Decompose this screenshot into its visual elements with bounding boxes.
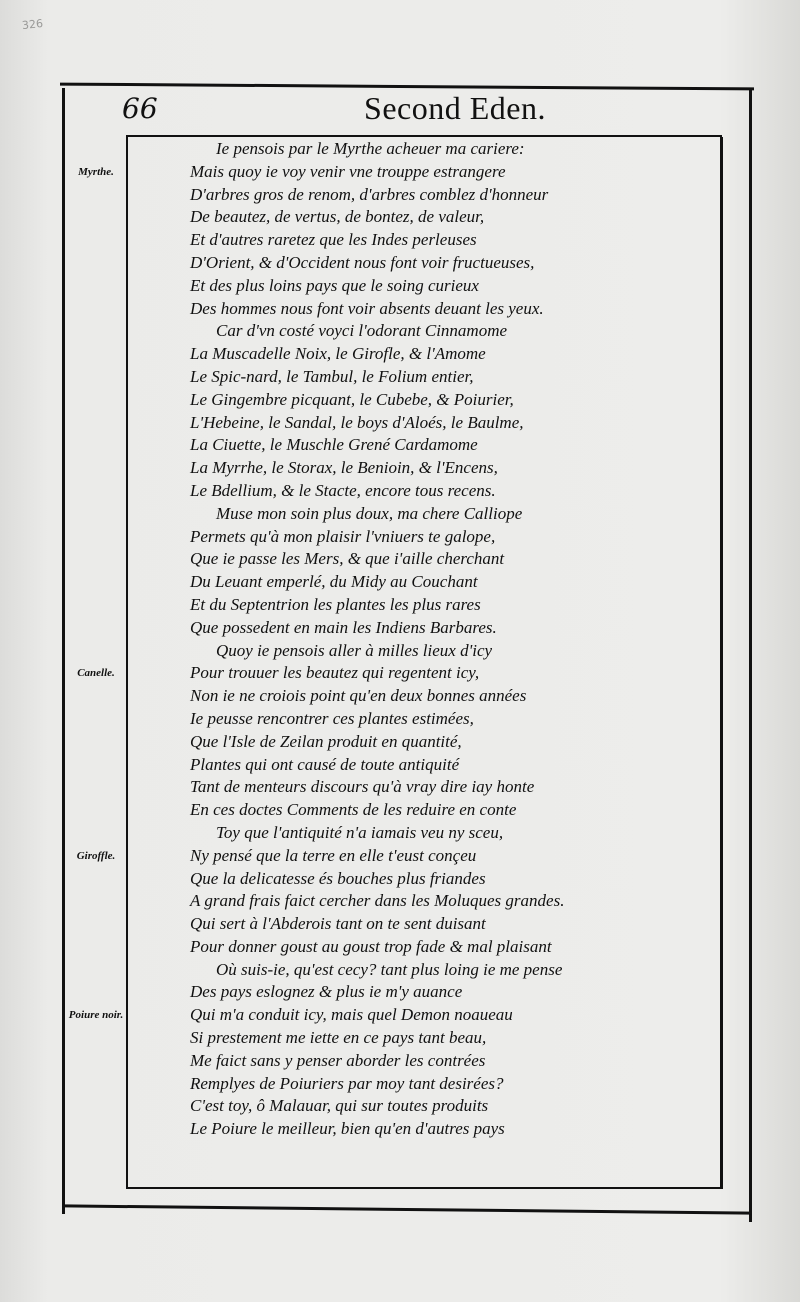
verse-line: Pour donner goust au goust trop fade & mal plaisant xyxy=(190,936,552,956)
verse-line: Ie pensois par le Myrthe acheuer ma cariere: xyxy=(216,139,525,158)
verse-line: Muse mon soin plus doux, ma chere Calliope xyxy=(216,503,523,523)
verse-line: Que possedent en main les Indiens Barbares. xyxy=(190,617,497,637)
verse-line: Qui sert à l'Abderois tant on te sent duisant xyxy=(190,914,486,934)
verse-line: Remplyes de Poiuriers par moy tant desirées? xyxy=(190,1073,504,1093)
verse-line: Le Gingembre picquant, le Cubebe, & Poiurier, xyxy=(190,389,514,409)
verse-line: Car d'vn costé voyci l'odorant Cinnamome xyxy=(216,321,508,341)
verse-line: Le Spic-nard, le Tambul, le Folium entier, xyxy=(190,366,474,386)
verse-line: D'Orient, & d'Occident nous font voir fructueuses, xyxy=(190,252,535,272)
text-box-rule-bottom xyxy=(126,1187,723,1189)
frame-rule-right xyxy=(749,90,752,1222)
verse-line: Toy que l'antiquité n'a iamais veu ny sceu, xyxy=(216,822,504,842)
verse-line: Ie peusse rencontrer ces plantes estimées, xyxy=(190,708,474,728)
verse-line: La Ciuette, le Muschle Grené Cardamome xyxy=(190,435,478,455)
verse-line: Si prestement me iette en ce pays tant beau, xyxy=(190,1028,487,1048)
verse-line: Des pays eslognez & plus ie m'y auance xyxy=(190,982,463,1002)
verse-line: Le Poiure le meilleur, bien qu'en d'autres pays xyxy=(190,1119,505,1139)
verse-line: De beautez, de vertus, de bontez, de valeur, xyxy=(190,207,485,227)
margin-note: Myrthe. xyxy=(78,165,114,178)
text-box-rule-left xyxy=(126,137,128,1189)
verse-line: Où suis-ie, qu'est cecy? tant plus loing ie me pense xyxy=(216,959,563,979)
verse-line: Tant de menteurs discours qu'à vray dire iay honte xyxy=(190,777,535,797)
verse-line: Que l'Isle de Zeilan produit en quantité, xyxy=(190,731,462,751)
verse-line: Et du Septentrion les plantes les plus rares xyxy=(190,594,481,614)
margin-note: Poiure noir. xyxy=(68,1009,124,1022)
verse-line: Et des plus loins pays que le soing curieux xyxy=(190,275,479,295)
verse-line: D'arbres gros de renom, d'arbres comblez d'honneur xyxy=(190,184,549,204)
verse-line: Permets qu'à mon plaisir l'vniuers te galope, xyxy=(190,526,496,546)
verse-line: Non ie ne croiois point qu'en deux bonnes années xyxy=(190,686,527,706)
verse-line: La Muscadelle Noix, le Girofle, & l'Amome xyxy=(190,344,486,364)
verse-line: Plantes qui ont causé de toute antiquité xyxy=(190,754,460,774)
verse-line: Du Leuant emperlé, du Midy au Couchant xyxy=(190,572,478,592)
verse-line: Que ie passe les Mers, & que i'aille cherchant xyxy=(190,549,505,569)
frame-rule-left xyxy=(62,88,65,1214)
verse-line: Pour trouuer les beautez qui regentent icy, xyxy=(190,663,480,683)
verse-line: Et d'autres raretez que les Indes perleuses xyxy=(190,230,477,250)
verse-block xyxy=(190,138,620,1141)
frame-rule-bottom xyxy=(64,1204,752,1214)
verse-line: La Myrrhe, le Storax, le Benioin, & l'Encens, xyxy=(190,458,498,478)
verse-line: En ces doctes Comments de les reduire en conte xyxy=(190,800,517,820)
verse-line: Mais quoy ie voy venir vne trouppe estrangere xyxy=(190,161,506,181)
verse-line: Le Bdellium, & le Stacte, encore tous recens. xyxy=(190,480,496,500)
verse-line: L'Hebeine, le Sandal, le boys d'Aloés, le Baulme, xyxy=(190,412,524,432)
margin-note: Giroffle. xyxy=(76,849,116,862)
margin-note: Canelle. xyxy=(77,667,115,680)
verse-line: C'est toy, ô Malauar, qui sur toutes produits xyxy=(190,1096,489,1116)
verse-line: Qui m'a conduit icy, mais quel Demon noaueau xyxy=(190,1005,513,1025)
verse-line: Des hommes nous font voir absents deuant les yeux. xyxy=(190,298,544,318)
verse-line: Quoy ie pensois aller à milles lieux d'icy xyxy=(216,640,493,660)
text-box-rule-right xyxy=(720,137,723,1189)
running-head: Second Eden. xyxy=(364,90,546,126)
verse-line: Que la delicatesse és bouches plus friandes xyxy=(190,868,486,888)
pencil-folio-mark: 326 xyxy=(21,16,44,33)
verse-line: Ny pensé que la terre en elle t'eust conçeu xyxy=(190,845,477,865)
verse-line: A grand frais faict cercher dans les Moluques grandes. xyxy=(190,891,565,911)
text-box-rule-top xyxy=(126,135,722,137)
verse-line: Me faict sans y penser aborder les contrées xyxy=(190,1050,486,1070)
page-number: 66 xyxy=(122,92,158,125)
